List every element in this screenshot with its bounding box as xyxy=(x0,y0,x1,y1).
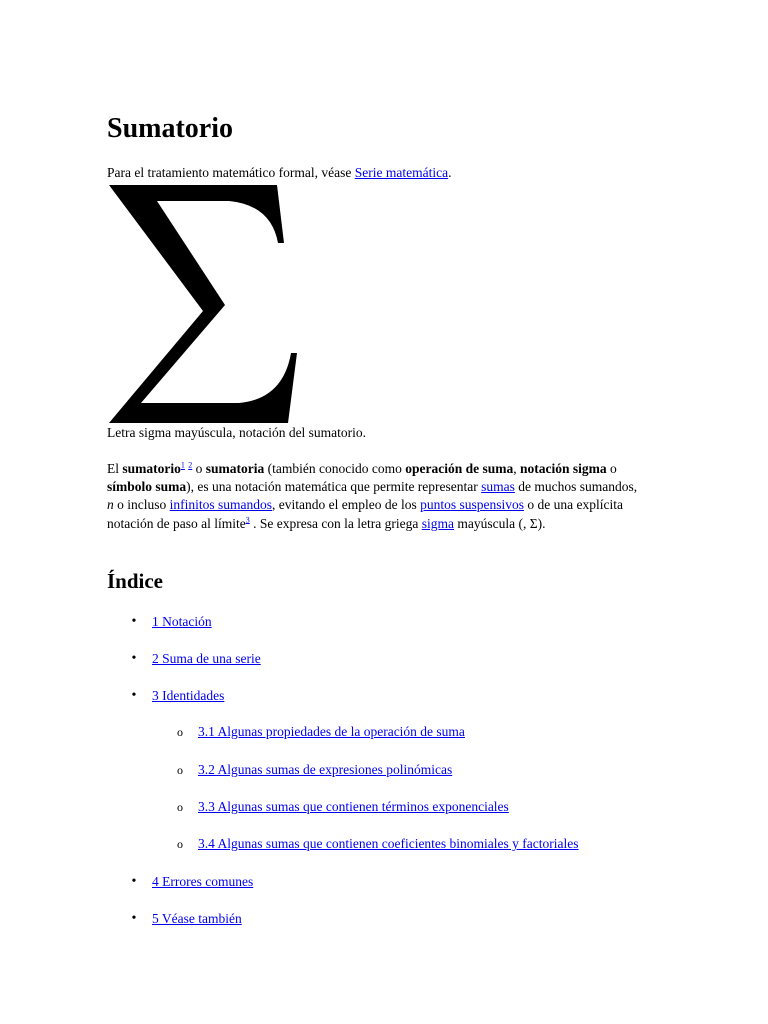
link-puntos-suspensivos[interactable]: puntos suspensivos xyxy=(420,497,524,513)
link-sigma[interactable]: sigma xyxy=(421,515,455,531)
toc-subitem[interactable] xyxy=(177,798,509,816)
toc-item[interactable] xyxy=(131,650,261,668)
term-sumatorio: sumatorio xyxy=(122,461,181,476)
intro-text: o xyxy=(192,461,206,476)
link-sumas[interactable]: sumas xyxy=(481,479,515,495)
ref-3-link[interactable]: 3 xyxy=(245,515,250,525)
intro-text: El xyxy=(107,461,123,476)
sigma-image xyxy=(107,183,297,425)
link-serie-matematica[interactable]: Serie matemática xyxy=(354,165,449,180)
toc-item[interactable] xyxy=(131,687,225,705)
intro-text: (también conocido como xyxy=(264,461,406,476)
page-title: Sumatorio xyxy=(107,113,233,144)
figure-caption: Letra sigma mayúscula, notación del sumatorio. xyxy=(107,425,367,440)
toc-heading: Índice xyxy=(107,569,164,593)
intro-text: mayúscula (, Σ). xyxy=(454,515,546,531)
intro-text: , xyxy=(513,461,520,476)
toc-link-notacion[interactable]: 1 Notación xyxy=(152,614,212,629)
link-infinitos-sumandos[interactable]: infinitos sumandos xyxy=(169,497,273,513)
intro-text: o de una explícita notación de paso al límite xyxy=(107,497,623,531)
toc-subitem[interactable] xyxy=(177,723,465,741)
toc-subitem[interactable] xyxy=(177,835,579,853)
hatnote-prefix: Para el tratamiento matemático formal, véase xyxy=(107,165,355,180)
term-sumatoria: sumatoria xyxy=(205,461,265,476)
bullet-icon: • xyxy=(131,874,137,889)
variable-n: n xyxy=(107,497,114,513)
circle-bullet-icon: o xyxy=(177,800,183,814)
intro-text: . Se expresa con la letra griega xyxy=(249,515,422,531)
ref-1[interactable] xyxy=(181,461,185,470)
ref-1-link[interactable]: 1 xyxy=(180,460,185,470)
toc-link-suma-de-una-serie[interactable]: 2 Suma de una serie xyxy=(152,651,261,666)
toc-link-polinomicas[interactable]: 3.2 Algunas sumas de expresiones polinómicas xyxy=(198,762,453,777)
circle-bullet-icon: o xyxy=(177,725,183,739)
toc-link-errores-comunes[interactable]: 4 Errores comunes xyxy=(152,874,254,889)
toc-link-binomiales[interactable]: 3.4 Algunas sumas que contienen coeficientes binomiales y factoriales xyxy=(198,836,579,851)
term-simbolo-suma: símbolo suma xyxy=(107,479,187,495)
intro-text: o xyxy=(606,461,617,476)
toc-link-exponenciales[interactable]: 3.3 Algunas sumas que contienen términos exponenciales xyxy=(198,799,509,814)
toc-link-identidades[interactable]: 3 Identidades xyxy=(152,688,225,703)
term-notacion-sigma: notación sigma xyxy=(519,461,607,476)
toc-item[interactable] xyxy=(131,613,212,631)
intro-text: , evitando el empleo de los xyxy=(272,497,421,513)
intro-text: de muchos sumandos, xyxy=(514,479,638,495)
hatnote-suffix: . xyxy=(448,165,452,180)
sigma-glyph-shape xyxy=(109,185,297,423)
intro-text: ), es una notación matemática que permite representar xyxy=(186,479,482,495)
intro-text: o incluso xyxy=(113,497,170,513)
bullet-icon: • xyxy=(131,688,137,703)
ref-2-link[interactable]: 2 xyxy=(188,460,193,470)
toc-item[interactable] xyxy=(131,910,242,928)
bullet-icon: • xyxy=(131,911,137,926)
toc-link-vease-tambien[interactable]: 5 Véase también xyxy=(152,911,242,926)
bullet-icon: • xyxy=(131,614,137,629)
toc-item[interactable] xyxy=(131,873,254,891)
circle-bullet-icon: o xyxy=(177,763,183,777)
intro-paragraph xyxy=(107,460,647,533)
bullet-icon: • xyxy=(131,651,137,666)
hatnote xyxy=(107,164,451,182)
toc-subitem[interactable] xyxy=(177,761,453,779)
toc-link-propiedades[interactable]: 3.1 Algunas propiedades de la operación de suma xyxy=(198,724,465,739)
term-operacion-de-suma: operación de suma xyxy=(405,461,514,476)
circle-bullet-icon: o xyxy=(177,837,183,851)
